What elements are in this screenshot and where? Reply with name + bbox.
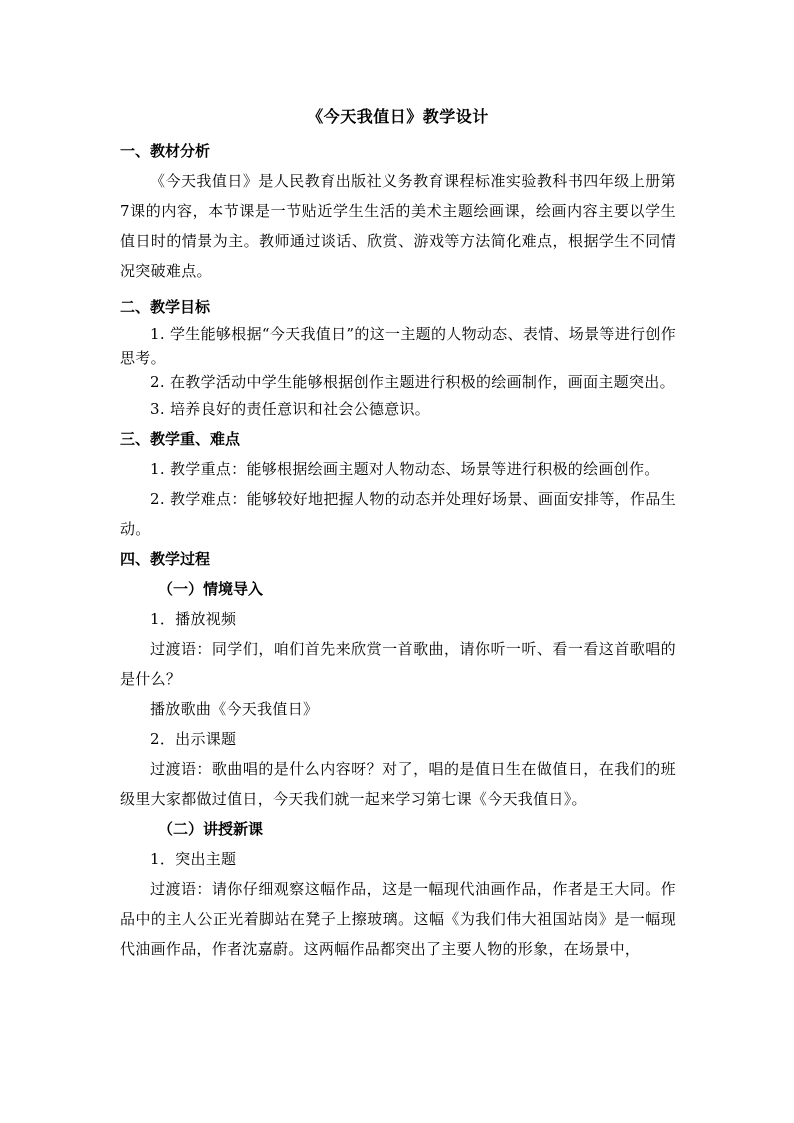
document-title: 《今天我值日》教学设计	[307, 107, 489, 126]
subsection-heading-intro: （一）情境导入	[158, 580, 264, 598]
goal-item-3: 3. 培养良好的责任意识和社会公德意识。	[150, 400, 431, 418]
subsection-heading-new-lesson: （二）讲授新课	[158, 820, 264, 838]
transition-paragraph-3: 过渡语：请你仔细观察这幅作品，这是一幅现代油画作品，作者是王大同。作品中的主人公正光着脚站在凳子上擦玻璃。这幅《为我们伟大祖国站岗》是一幅现代油画作品，作者沈嘉蔚。这两幅作品都突出了主要人物的形象，在场景中，	[120, 880, 676, 958]
step-show-topic: 2．出示课题	[150, 730, 237, 748]
step-play-video: 1．播放视频	[150, 610, 237, 628]
play-song-line: 播放歌曲《今天我值日》	[150, 700, 319, 718]
transition-paragraph-1: 过渡语：同学们，咱们首先来欣赏一首歌曲，请你听一听、看一看这首歌唱的是什么？	[120, 640, 676, 688]
key-point-item-1: 1. 教学重点：能够根据绘画主题对人物动态、场景等进行积极的绘画创作。	[150, 460, 660, 478]
goal-item-1: 1. 学生能够根据“今天我值日”的这一主题的人物动态、表情、场景等进行创作思考。	[120, 325, 676, 367]
section-heading-goals: 二、教学目标	[120, 298, 211, 316]
analysis-paragraph: 《今天我值日》是人民教育出版社义务教育课程标准实验教科书四年级上册第7课的内容，本节课是一节贴近学生生活的美术主题绘画课，绘画内容主要以学生值日时的情景为主。教师通过谈话、欣赏、游戏等方法简化难点，根据学生不同情况突破难点。	[120, 172, 676, 280]
section-heading-key-points: 三、教学重、难点	[120, 430, 241, 448]
section-heading-analysis: 一、教材分析	[120, 142, 211, 160]
step-highlight-theme: 1．突出主题	[150, 850, 237, 868]
transition-paragraph-2: 过渡语：歌曲唱的是什么内容呀？对了，唱的是值日生在做值日，在我们的班级里大家都做过值日，今天我们就一起来学习第七课《今天我值日》。	[120, 760, 676, 808]
section-heading-process: 四、教学过程	[120, 550, 211, 568]
goal-item-2: 2. 在教学活动中学生能够根据创作主题进行积极的绘画制作，画面主题突出。	[150, 373, 675, 391]
key-point-item-2: 2. 教学难点：能够较好地把握人物的动态并处理好场景、画面安排等，作品生动。	[120, 490, 676, 538]
document-page	[120, 102, 676, 964]
